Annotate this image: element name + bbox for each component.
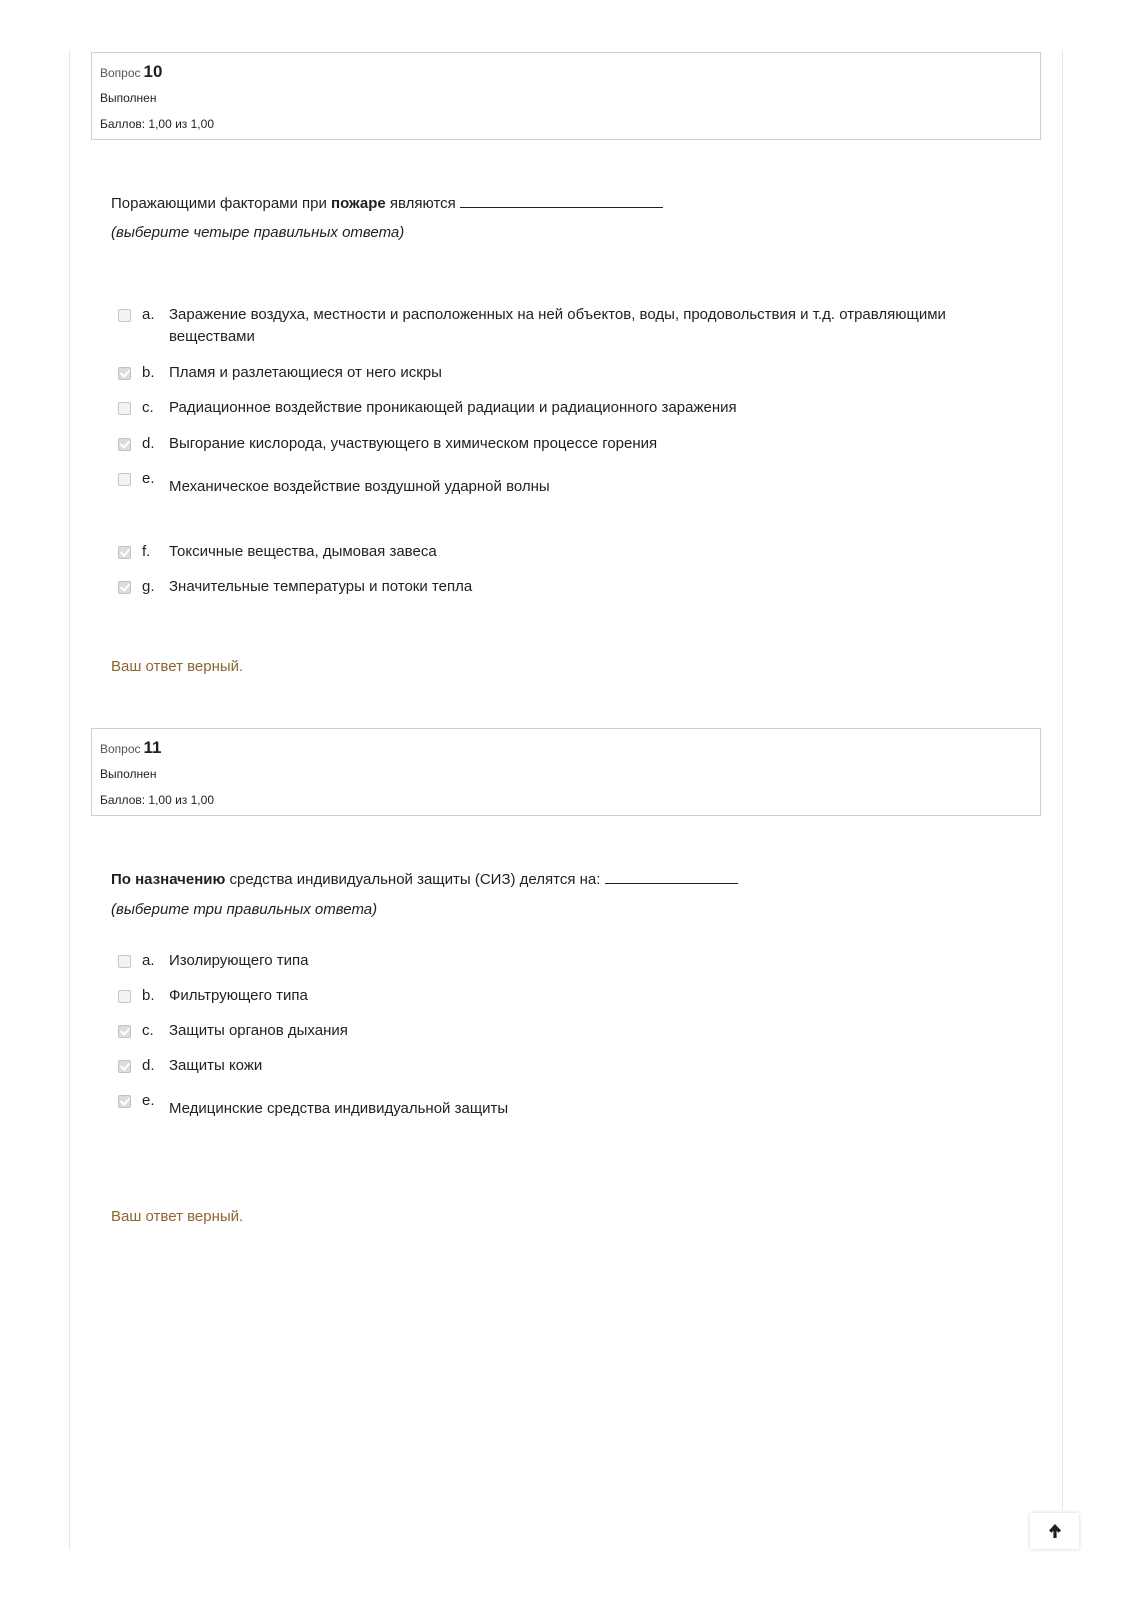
answer-option-c[interactable]: c. Радиационное воздействие проникающей радиации и радиационного заражения	[118, 397, 998, 419]
answer-option-d[interactable]: d. Защиты кожи	[118, 1055, 998, 1077]
checkbox[interactable]	[118, 309, 131, 322]
answer-option-c[interactable]: c. Защиты органов дыхания	[118, 1020, 998, 1042]
checkbox-checked[interactable]	[118, 1060, 131, 1073]
question-hint-10: (выберите четыре правильных ответа)	[111, 224, 405, 241]
question-text-11: По назначению средства индивидуальной защиты (СИЗ) делятся на:	[111, 868, 738, 891]
checkbox-checked[interactable]	[118, 1095, 131, 1108]
page-border-right	[1062, 50, 1063, 1510]
checkbox-checked[interactable]	[118, 367, 131, 380]
question-state: Выполнен	[100, 767, 157, 781]
answer-option-e[interactable]: e. Медицинские средства индивидуальной защиты	[118, 1090, 998, 1122]
checkbox-checked[interactable]	[118, 1025, 131, 1038]
answer-option-e[interactable]: e. Механическое воздействие воздушной ударной волны	[118, 468, 998, 500]
question-grade: Баллов: 1,00 из 1,00	[100, 793, 214, 807]
question-state: Выполнен	[100, 91, 157, 105]
back-to-top-button[interactable]	[1030, 1513, 1079, 1549]
answer-option-d[interactable]: d. Выгорание кислорода, участвующего в химическом процессе горения	[118, 433, 998, 455]
checkbox[interactable]	[118, 990, 131, 1003]
answer-blank	[605, 868, 738, 884]
checkbox-checked[interactable]	[118, 581, 131, 594]
checkbox-checked[interactable]	[118, 438, 131, 451]
question-number: Вопрос 11	[100, 738, 162, 757]
checkbox[interactable]	[118, 955, 131, 968]
answer-option-f[interactable]: f. Токсичные вещества, дымовая завеса	[118, 541, 998, 563]
feedback-10: Ваш ответ верный.	[111, 658, 244, 675]
checkbox[interactable]	[118, 473, 131, 486]
answer-blank	[460, 192, 663, 208]
checkbox-checked[interactable]	[118, 546, 131, 559]
answer-option-a[interactable]: a. Изолирующего типа	[118, 950, 998, 972]
question-hint-11: (выберите три правильных ответа)	[111, 901, 378, 918]
question-info-10	[91, 52, 1041, 140]
answer-option-b[interactable]: b. Пламя и разлетающиеся от него искры	[118, 362, 998, 384]
question-number: Вопрос 10	[100, 62, 163, 81]
question-grade: Баллов: 1,00 из 1,00	[100, 117, 214, 131]
page-border-left	[69, 50, 70, 1550]
question-text-10: Поражающими факторами при пожаре являются	[111, 192, 663, 215]
arrow-up-icon	[1048, 1523, 1062, 1539]
answer-option-a[interactable]: a. Заражение воздуха, местности и расположенных на ней объектов, воды, продовольствия и т.д. отравляющими веществами	[118, 304, 998, 350]
feedback-11: Ваш ответ верный.	[111, 1208, 244, 1225]
question-info-11	[91, 728, 1041, 816]
checkbox[interactable]	[118, 402, 131, 415]
answer-option-g[interactable]: g. Значительные температуры и потоки тепла	[118, 576, 998, 598]
answer-option-b[interactable]: b. Фильтрующего типа	[118, 985, 998, 1007]
